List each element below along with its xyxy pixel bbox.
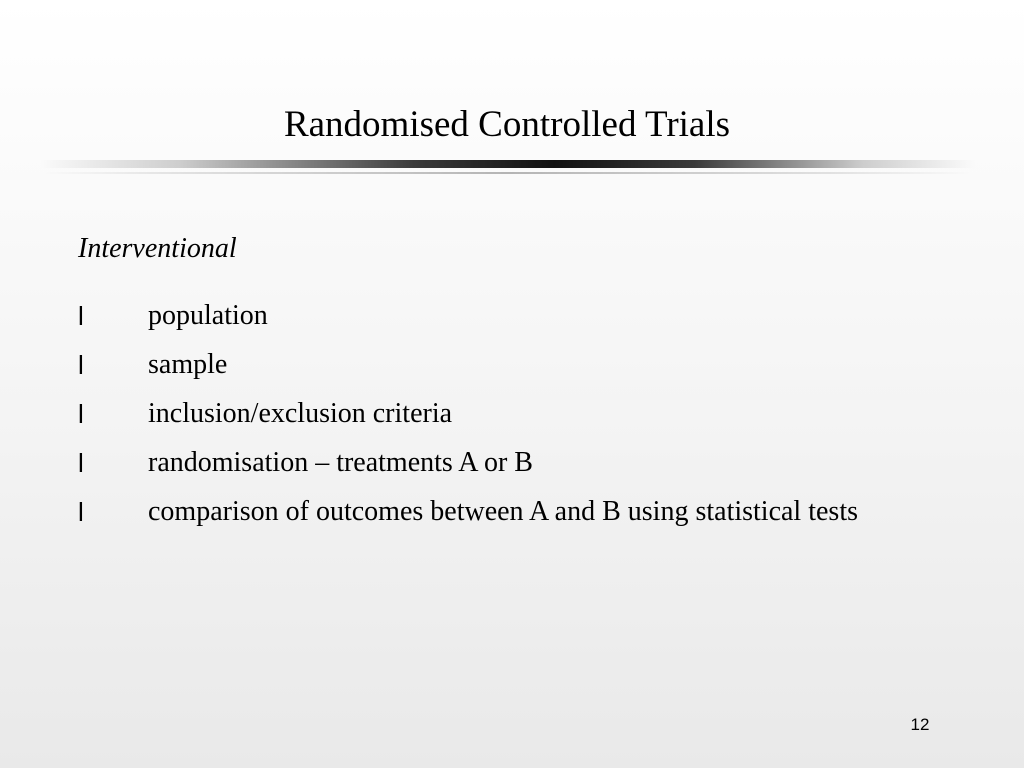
slide-number: 12 (910, 715, 930, 734)
bullet-list (78, 297, 858, 542)
bullet-marker-icon: l (78, 448, 84, 478)
bullet-item (78, 493, 858, 531)
bullet-text: sample (148, 349, 228, 380)
title-underline-thin (40, 172, 975, 174)
bullet-marker-icon: l (78, 497, 84, 527)
bullet-item (78, 346, 858, 384)
bullet-text: inclusion/exclusion criteria (148, 398, 453, 429)
bullet-text: population (148, 300, 268, 331)
bullet-item (78, 395, 858, 433)
title-underline (40, 160, 975, 168)
bullet-marker-icon: l (78, 301, 84, 331)
bullet-item (78, 444, 858, 482)
bullet-text: comparison of outcomes between A and B using statistical tests (148, 496, 858, 527)
section-subtitle: Interventional (78, 233, 237, 264)
bullet-marker-icon: l (78, 350, 84, 380)
slide-title: Randomised Controlled Trials (283, 104, 731, 145)
bullet-item (78, 297, 858, 335)
bullet-marker-icon: l (78, 399, 84, 429)
bullet-text: randomisation – treatments A or B (148, 447, 533, 478)
